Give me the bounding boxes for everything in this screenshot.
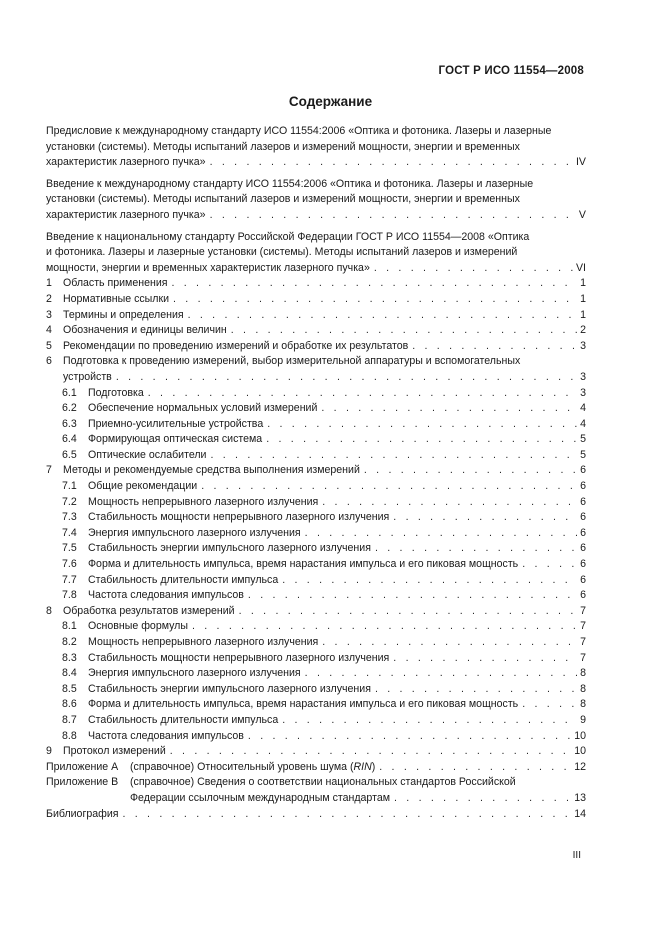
section-number: 7.4 bbox=[62, 526, 77, 539]
toc-text: Введение к международному стандарту ИСО 11554:2006 «Оптика и фотоника. Лазеры и лазерные bbox=[46, 177, 534, 190]
page-number: 6 bbox=[580, 480, 586, 493]
dot-leader bbox=[171, 276, 577, 292]
toc-entry-appendix-a[interactable] bbox=[46, 760, 586, 776]
toc-text: (справочное) Сведения о соответствии национальных стандартов Российской bbox=[130, 776, 516, 789]
dot-leader bbox=[210, 208, 576, 224]
toc-entry-intro-intl[interactable] bbox=[46, 177, 586, 224]
dot-leader bbox=[375, 682, 577, 698]
section-number: 4 bbox=[46, 324, 52, 337]
section-number: 5 bbox=[46, 339, 52, 352]
toc-text: Стабильность длительности импульса bbox=[88, 713, 279, 726]
toc-text: Форма и длительность импульса, время нарастания импульса и его пиковая мощность bbox=[88, 698, 519, 711]
section-number: 8.2 bbox=[62, 636, 77, 648]
toc-entry-7-4[interactable] bbox=[46, 526, 586, 542]
page-number: V bbox=[578, 208, 586, 221]
toc-text: Частота следования импульсов bbox=[88, 589, 244, 602]
toc-text: Рекомендации по проведению измерений и обработке их результатов bbox=[63, 339, 409, 352]
toc-text: мощности, энергии и временных характеристик лазерного пучка» bbox=[46, 261, 370, 274]
toc-text: установки (системы). Методы испытаний лазеров и измерений мощности, энергии и временных bbox=[46, 140, 520, 153]
page-number: 5 bbox=[580, 448, 586, 461]
dot-leader bbox=[379, 760, 571, 776]
page-number: 5 bbox=[580, 433, 586, 446]
section-number: 8.6 bbox=[62, 698, 77, 711]
page-number: 1 bbox=[580, 277, 586, 290]
section-number: 7.8 bbox=[62, 589, 77, 602]
toc-entry-section-1[interactable] bbox=[46, 276, 586, 292]
toc-entry-8-1[interactable] bbox=[46, 619, 586, 635]
page-number: 14 bbox=[574, 807, 586, 820]
dot-leader bbox=[393, 510, 577, 526]
toc-entry-section-8[interactable] bbox=[46, 604, 586, 620]
toc-entry-bibliography[interactable] bbox=[46, 807, 586, 823]
toc-text: Подготовка bbox=[88, 386, 144, 399]
page-number: 7 bbox=[580, 636, 586, 648]
dot-leader bbox=[266, 432, 577, 448]
dot-leader bbox=[210, 155, 573, 171]
appendix-label: Приложение В bbox=[46, 776, 119, 789]
toc-text: Основные формулы bbox=[88, 620, 188, 633]
dot-leader bbox=[170, 744, 571, 760]
page-number: 3 bbox=[580, 386, 586, 399]
toc-text: Энергия импульсного лазерного излучения bbox=[88, 526, 301, 539]
dot-leader bbox=[173, 292, 577, 308]
toc-entry-6-5[interactable] bbox=[46, 448, 586, 464]
toc-text: Библиография bbox=[46, 807, 119, 820]
section-number: 8.1 bbox=[62, 620, 77, 633]
dot-leader bbox=[248, 588, 577, 604]
dot-leader bbox=[122, 807, 571, 823]
toc-entry-section-5[interactable] bbox=[46, 339, 586, 355]
dot-leader bbox=[374, 261, 573, 277]
page-number: 13 bbox=[574, 791, 586, 804]
toc-entry-6-4[interactable] bbox=[46, 432, 586, 448]
toc-entry-8-8[interactable] bbox=[46, 729, 586, 745]
section-number: 6 bbox=[46, 355, 52, 368]
toc-text: установки (системы). Методы испытаний лазеров и измерений мощности, энергии и временных bbox=[46, 193, 520, 206]
page-number: 8 bbox=[580, 667, 586, 680]
toc-entry-7-3[interactable] bbox=[46, 510, 586, 526]
toc-entry-7-6[interactable] bbox=[46, 557, 586, 573]
dot-leader bbox=[282, 573, 577, 589]
page-title: Содержание bbox=[288, 94, 373, 109]
section-number: 8.8 bbox=[62, 729, 77, 742]
toc-text: характеристик лазерного пучка» bbox=[46, 156, 206, 169]
page-number: 6 bbox=[580, 589, 586, 602]
dot-leader bbox=[321, 401, 577, 417]
page-number: 10 bbox=[574, 729, 586, 742]
page-number: 9 bbox=[580, 713, 586, 726]
page-number: 4 bbox=[580, 402, 586, 415]
toc-entry-6-2[interactable] bbox=[46, 401, 586, 417]
page-number: 7 bbox=[580, 604, 586, 617]
toc-entry-8-5[interactable] bbox=[46, 682, 586, 698]
dot-leader bbox=[394, 791, 571, 807]
page-number: 6 bbox=[580, 511, 586, 524]
dot-leader bbox=[192, 619, 577, 635]
page-number: 6 bbox=[580, 558, 586, 571]
section-number: 3 bbox=[46, 308, 52, 321]
toc-entry-section-7[interactable] bbox=[46, 463, 586, 479]
toc-text: характеристик лазерного пучка» bbox=[46, 208, 206, 221]
toc-text: Частота следования импульсов bbox=[88, 729, 244, 742]
toc-text: Стабильность энергии импульсного лазерного излучения bbox=[88, 682, 371, 695]
page-number: 7 bbox=[580, 651, 586, 664]
page-number: 1 bbox=[580, 292, 586, 305]
toc-text: Стабильность энергии импульсного лазерного излучения bbox=[88, 542, 371, 555]
toc-text-italic: RIN bbox=[353, 760, 372, 773]
section-number: 1 bbox=[46, 277, 52, 290]
toc-entry-8-7[interactable] bbox=[46, 713, 586, 729]
toc-text: Стабильность длительности импульса bbox=[88, 573, 279, 586]
toc-entry-8-6[interactable] bbox=[46, 697, 586, 713]
dot-leader bbox=[305, 526, 577, 542]
page-footer-number: III bbox=[572, 850, 581, 861]
toc-text: ) bbox=[371, 760, 376, 773]
page-number: 2 bbox=[580, 324, 586, 337]
dot-leader bbox=[248, 729, 571, 745]
toc-entry-8-4[interactable] bbox=[46, 666, 586, 682]
toc-entry-section-9[interactable] bbox=[46, 744, 586, 760]
dot-leader bbox=[305, 666, 577, 682]
toc-entry-7-5[interactable] bbox=[46, 541, 586, 557]
dot-leader bbox=[322, 635, 577, 651]
appendix-label: Приложение А bbox=[46, 760, 119, 773]
dot-leader bbox=[267, 417, 577, 433]
page-number: 6 bbox=[580, 464, 586, 477]
toc-entry-7-2[interactable] bbox=[46, 495, 586, 511]
page-number: 4 bbox=[580, 417, 586, 430]
section-number: 8.5 bbox=[62, 682, 77, 695]
toc-entry-7-8[interactable] bbox=[46, 588, 586, 604]
dot-leader bbox=[116, 370, 577, 386]
toc-entry-8-3[interactable] bbox=[46, 651, 586, 667]
section-number: 6.3 bbox=[62, 417, 77, 430]
page-number: 7 bbox=[580, 620, 586, 633]
section-number: 6.5 bbox=[62, 448, 77, 461]
toc-entry-7-7[interactable] bbox=[46, 573, 586, 589]
toc-entry-8-2[interactable] bbox=[46, 635, 586, 651]
section-number: 7.7 bbox=[62, 573, 77, 586]
toc-text: Термины и определения bbox=[63, 308, 184, 321]
toc-entry-section-6[interactable] bbox=[46, 354, 586, 385]
toc-entry-7-1[interactable] bbox=[46, 479, 586, 495]
section-number: 7 bbox=[46, 464, 52, 477]
dot-leader bbox=[201, 479, 577, 495]
toc-text: Обеспечение нормальных условий измерений bbox=[88, 402, 318, 415]
section-number: 6.1 bbox=[62, 386, 77, 399]
toc-text: Общие рекомендации bbox=[88, 480, 198, 493]
dot-leader bbox=[364, 463, 577, 479]
toc-entry-appendix-b[interactable] bbox=[46, 775, 586, 806]
dot-leader bbox=[375, 541, 577, 557]
toc-text: Федерации ссылочным международным стандартам bbox=[130, 791, 390, 804]
section-number: 2 bbox=[46, 292, 52, 305]
page-number: 10 bbox=[574, 745, 586, 758]
toc-entry-preface-intl[interactable] bbox=[46, 124, 586, 171]
toc-text: Подготовка к проведению измерений, выбор измерительной аппаратуры и вспомогательных bbox=[63, 355, 521, 368]
toc-text: Стабильность мощности непрерывного лазерного излучения bbox=[88, 511, 390, 524]
section-number: 7.1 bbox=[62, 480, 77, 493]
dot-leader bbox=[412, 339, 577, 355]
toc-text: Оптические ослабители bbox=[88, 448, 207, 461]
toc-text: Стабильность мощности непрерывного лазерного излучения bbox=[88, 651, 390, 664]
page-number: 6 bbox=[580, 573, 586, 586]
section-number: 7.5 bbox=[62, 542, 77, 555]
page-number: 6 bbox=[580, 495, 586, 508]
section-number: 7.3 bbox=[62, 511, 77, 524]
section-number: 9 bbox=[46, 745, 52, 758]
toc-text: Форма и длительность импульса, время нарастания импульса и его пиковая мощность bbox=[88, 558, 519, 571]
section-number: 7.6 bbox=[62, 558, 77, 571]
toc-text: Нормативные ссылки bbox=[63, 292, 170, 305]
dot-leader bbox=[393, 651, 577, 667]
toc-entry-section-4[interactable] bbox=[46, 323, 586, 339]
section-number: 8.4 bbox=[62, 667, 77, 680]
page-number: 6 bbox=[580, 542, 586, 555]
page-number: 8 bbox=[580, 698, 586, 711]
page-number: 8 bbox=[580, 682, 586, 695]
dot-leader bbox=[231, 323, 577, 339]
toc-entry-section-2[interactable] bbox=[46, 292, 586, 308]
toc-text: Предисловие к международному стандарту ИСО 11554:2006 «Оптика и фотоника. Лазеры и лазерные bbox=[46, 125, 552, 137]
toc-text: и фотоника. Лазеры и лазерные установки (системы). Методы испытаний лазеров и измерений bbox=[46, 246, 518, 259]
page-number: 1 bbox=[580, 308, 586, 321]
section-number: 8.7 bbox=[62, 713, 77, 726]
toc-text: Энергия импульсного лазерного излучения bbox=[88, 667, 301, 680]
section-number: 8 bbox=[46, 604, 52, 617]
dot-leader bbox=[522, 697, 577, 713]
section-number: 6.4 bbox=[62, 433, 77, 446]
toc-text: Формирующая оптическая система bbox=[88, 433, 263, 446]
page-number: IV bbox=[575, 156, 586, 169]
document-code: ГОСТ Р ИСО 11554—2008 bbox=[438, 65, 584, 77]
dot-leader bbox=[188, 308, 577, 324]
toc-text: Введение к национальному стандарту Российской Федерации ГОСТ Р ИСО 11554—2008 «Оптика bbox=[46, 230, 530, 243]
toc-text: Мощность непрерывного лазерного излучения bbox=[88, 636, 319, 648]
page-number: 12 bbox=[574, 760, 586, 773]
dot-leader bbox=[210, 448, 577, 464]
page-number: VI bbox=[575, 261, 586, 274]
table-of-contents bbox=[46, 124, 586, 822]
toc-text: Мощность непрерывного лазерного излучения bbox=[88, 495, 319, 508]
toc-text: (справочное) Относительный уровень шума ( bbox=[130, 760, 354, 773]
dot-leader bbox=[239, 604, 577, 620]
dot-leader bbox=[148, 386, 577, 402]
toc-text: Обозначения и единицы величин bbox=[63, 324, 227, 337]
page-number: 6 bbox=[580, 526, 586, 539]
toc-text: Приемно-усилительные устройства bbox=[88, 417, 264, 430]
toc-text: Протокол измерений bbox=[63, 745, 166, 758]
dot-leader bbox=[282, 713, 577, 729]
dot-leader bbox=[322, 495, 577, 511]
toc-entry-6-3[interactable] bbox=[46, 417, 586, 433]
section-number: 6.2 bbox=[62, 402, 77, 415]
dot-leader bbox=[522, 557, 577, 573]
section-number: 8.3 bbox=[62, 651, 77, 664]
toc-text: устройств bbox=[63, 370, 112, 383]
toc-entry-section-3[interactable] bbox=[46, 308, 586, 324]
section-number: 7.2 bbox=[62, 495, 77, 508]
toc-text: Обработка результатов измерений bbox=[63, 604, 235, 617]
toc-entry-intro-national[interactable] bbox=[46, 230, 586, 277]
toc-text: Методы и рекомендуемые средства выполнения измерений bbox=[63, 464, 360, 477]
page-number: 3 bbox=[580, 370, 586, 383]
page-number: 3 bbox=[580, 339, 586, 352]
toc-text: Область применения bbox=[63, 277, 168, 290]
toc-entry-6-1[interactable] bbox=[46, 386, 586, 402]
